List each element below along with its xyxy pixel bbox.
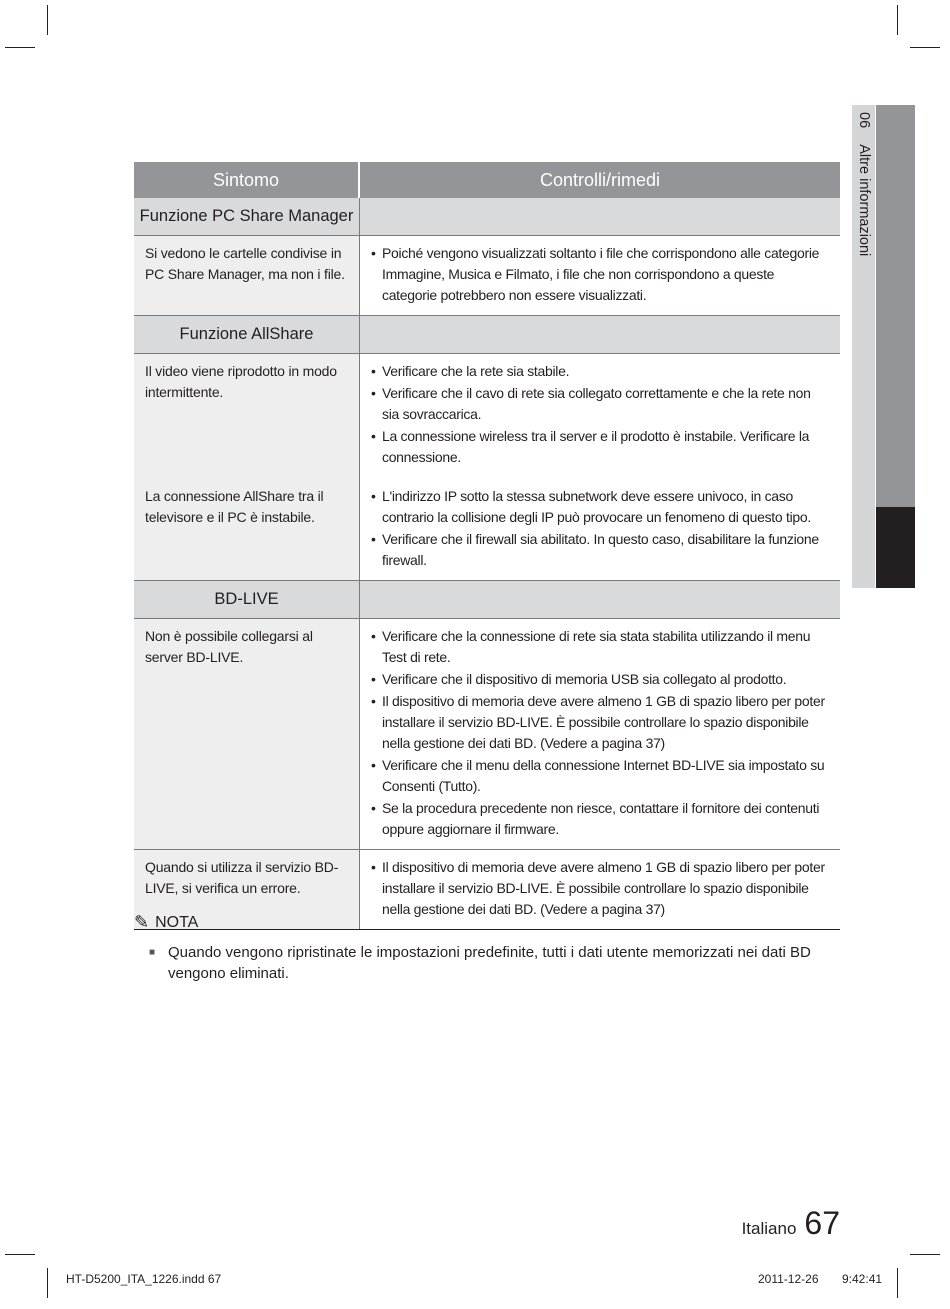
chapter-number: 06 xyxy=(856,112,872,129)
remedy-item: • Verificare che il menu della connessione Internet BD-LIVE sia impostato su Consenti (Tutto). xyxy=(371,755,830,797)
remedy-text: Verificare che il dispositivo di memoria USB sia collegato al prodotto. xyxy=(382,671,787,687)
remedy-cell xyxy=(360,850,840,929)
symptom-cell: Si vedono le cartelle condivise in PC Share Manager, ma non i file. xyxy=(134,236,360,315)
square-bullet-icon: ■ xyxy=(149,947,156,958)
remedy-text: Il dispositivo di memoria deve avere almeno 1 GB di spazio libero per poter installare il servizio BD-LIVE. È possibile controllare lo spazio disponibile nella gestione dei dati BD. (Vedere a pagina 37) xyxy=(382,693,825,751)
remedy-item: • Se la procedura precedente non riesce, contattare il fornitore dei contenuti oppure aggiornare il firmware. xyxy=(371,798,830,840)
remedy-text: Verificare che il cavo di rete sia collegato correttamente e che la rete non sia sovraccarica. xyxy=(382,385,811,422)
note-heading xyxy=(134,912,198,933)
footer-filename: HT-D5200_ITA_1226.indd 67 xyxy=(66,1272,222,1286)
symptom-cell: Quando si utilizza il servizio BD-LIVE, si verifica un errore. xyxy=(134,850,360,929)
crop-mark xyxy=(47,1268,48,1298)
table-row xyxy=(134,619,840,850)
remedy-text: Verificare che il menu della connessione Internet BD-LIVE sia impostato su Consenti (Tutto). xyxy=(382,757,825,794)
crop-mark xyxy=(910,1254,940,1255)
column-header-remedy: Controlli/rimedi xyxy=(360,162,840,198)
troubleshooting-table xyxy=(134,162,840,930)
table-row xyxy=(134,850,840,930)
remedy-item: • Il dispositivo di memoria deve avere almeno 1 GB di spazio libero per poter installare il servizio BD-LIVE. È possibile controllare lo spazio disponibile nella gestione dei dati BD. (Vedere a pagina 37) xyxy=(371,857,830,920)
remedy-item: • Verificare che il firewall sia abilitato. In questo caso, disabilitare la funzione firewall. xyxy=(371,529,830,571)
section-spacer xyxy=(360,316,840,353)
remedy-item: • Verificare che la rete sia stabile. xyxy=(371,361,830,382)
crop-mark xyxy=(47,5,48,35)
remedy-item: • Poiché vengono visualizzati soltanto i file che corrispondono alle categorie Immagine, Musica e Filmato, i file che non corrispondono a queste categorie potrebbero non essere visualizzati. xyxy=(371,243,830,306)
section-header xyxy=(134,316,840,354)
chapter-title: Altre informazioni xyxy=(856,144,872,257)
remedy-cell xyxy=(360,479,840,580)
remedy-cell xyxy=(360,354,840,479)
note-title: NOTA xyxy=(155,913,199,931)
section-header xyxy=(134,581,840,619)
section-title: Funzione PC Share Manager xyxy=(134,198,360,235)
remedy-cell xyxy=(360,236,840,315)
remedy-text: Se la procedura precedente non riesce, contattare il fornitore dei contenuti oppure aggiornare il firmware. xyxy=(382,800,820,837)
section-title: BD-LIVE xyxy=(134,581,360,618)
crop-mark xyxy=(897,5,898,35)
pencil-icon: ✎ xyxy=(134,912,150,932)
table-row xyxy=(134,236,840,316)
note-text: Quando vengono ripristinate le impostazioni predefinite, tutti i dati utente memorizzati nei dati BD vengono eliminati. xyxy=(168,944,811,982)
symptom-cell: La connessione AllShare tra il televisore e il PC è instabile. xyxy=(134,479,360,580)
remedy-text: Verificare che il firewall sia abilitato. In questo caso, disabilitare la funzione firewall. xyxy=(382,531,819,568)
column-header-symptom: Sintomo xyxy=(134,162,360,198)
crop-mark xyxy=(5,47,35,48)
section-spacer xyxy=(360,198,840,235)
section-spacer xyxy=(360,581,840,618)
remedy-text: Il dispositivo di memoria deve avere almeno 1 GB di spazio libero per poter installare il servizio BD-LIVE. È possibile controllare lo spazio disponibile nella gestione dei dati BD. (Vedere a pagina 37) xyxy=(382,859,825,917)
side-tab-bar xyxy=(876,105,915,507)
remedy-item: • Verificare che il cavo di rete sia collegato correttamente e che la rete non sia sovraccarica. xyxy=(371,383,830,425)
remedy-cell xyxy=(360,619,840,849)
symptom-cell: Non è possibile collegarsi al server BD-LIVE. xyxy=(134,619,360,849)
remedy-item: • Il dispositivo di memoria deve avere almeno 1 GB di spazio libero per poter installare il servizio BD-LIVE. È possibile controllare lo spazio disponibile nella gestione dei dati BD. (Vedere a pagina 37) xyxy=(371,691,830,754)
page-language: Italiano xyxy=(741,1219,797,1238)
remedy-text: L'indirizzo IP sotto la stessa subnetwork deve essere univoco, in caso contrario la collisione degli IP può provocare un fenomeno di questo tipo. xyxy=(382,488,811,525)
side-tab-marker xyxy=(876,507,915,588)
remedy-text: Verificare che la rete sia stabile. xyxy=(382,363,570,379)
section-title: Funzione AllShare xyxy=(134,316,360,353)
remedy-item: • L'indirizzo IP sotto la stessa subnetwork deve essere univoco, in caso contrario la collisione degli IP può provocare un fenomeno di questo tipo. xyxy=(371,486,830,528)
table-header xyxy=(134,162,840,198)
section-header xyxy=(134,198,840,236)
remedy-text: Verificare che la connessione di rete sia stata stabilita utilizzando il menu Test di rete. xyxy=(382,628,811,665)
crop-mark xyxy=(897,1268,898,1298)
table-row xyxy=(134,354,840,479)
crop-mark xyxy=(5,1254,35,1255)
footer-date: 2011-12-26 xyxy=(758,1272,819,1286)
note-body xyxy=(149,942,839,984)
remedy-text: Poiché vengono visualizzati soltanto i file che corrispondono alle categorie Immagine, Musica e Filmato, i file che non corrispondono a queste categorie potrebbero non essere visualizzati. xyxy=(382,245,820,303)
page-number: 67 xyxy=(804,1205,840,1241)
remedy-item: • Verificare che il dispositivo di memoria USB sia collegato al prodotto. xyxy=(371,669,830,690)
footer-time: 9:42:41 xyxy=(842,1272,883,1286)
crop-mark xyxy=(910,47,940,48)
page-number-block xyxy=(742,1205,840,1242)
table-row xyxy=(134,479,840,581)
remedy-text: La connessione wireless tra il server e il prodotto è instabile. Verificare la connessione. xyxy=(382,428,810,465)
side-tab-label xyxy=(852,112,875,312)
symptom-cell: Il video viene riprodotto in modo intermittente. xyxy=(134,354,360,479)
remedy-item: • La connessione wireless tra il server e il prodotto è instabile. Verificare la connessione. xyxy=(371,426,830,468)
remedy-item: • Verificare che la connessione di rete sia stata stabilita utilizzando il menu Test di rete. xyxy=(371,626,830,668)
